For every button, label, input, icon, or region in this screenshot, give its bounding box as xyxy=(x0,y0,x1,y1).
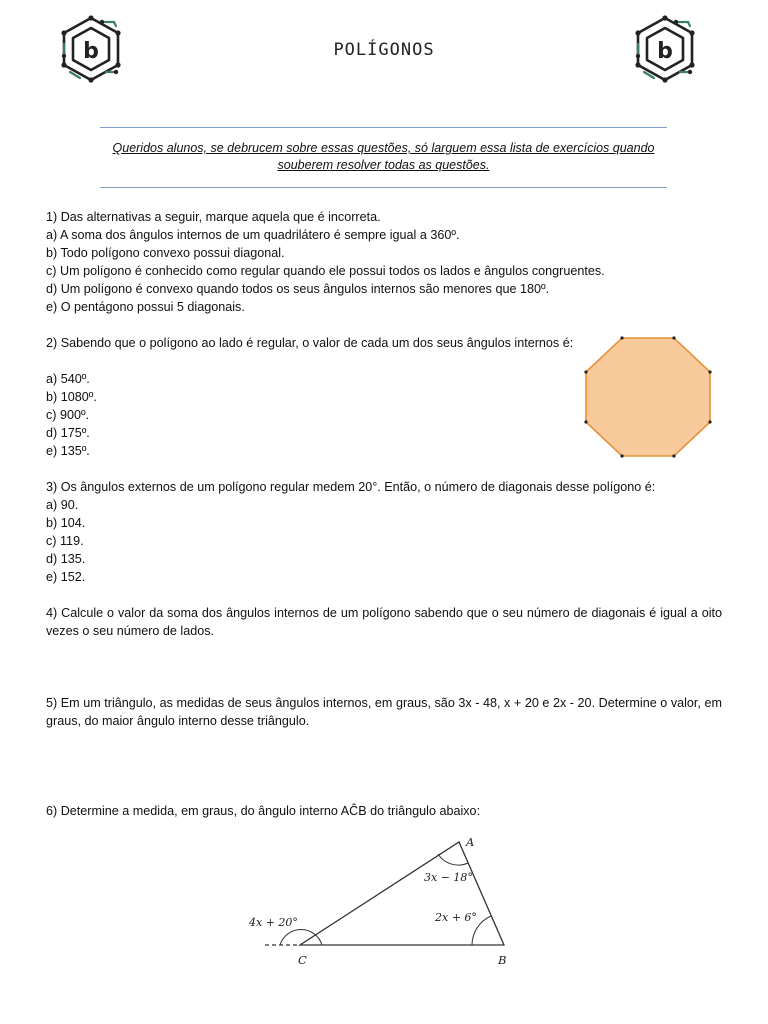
question-1-option-c: c) Um polígono é conhecido como regular quando ele possui todos os lados e ângulos congruentes. xyxy=(46,264,605,278)
intro-note: Queridos alunos, se debrucem sobre essas questões, só larguem essa lista de exercícios quando souberem resolver todas as questões. xyxy=(112,141,655,172)
question-6-prompt-start: 6) Determine a medida, em graus, do ângulo interno xyxy=(46,804,341,818)
question-3-option-c: c) 119. xyxy=(46,534,84,548)
question-3-prompt: 3) Os ângulos externos de um polígono regular medem 20°. Então, o número de diagonais desse polígono é: xyxy=(46,480,656,494)
page-title: POLÍGONOS xyxy=(333,40,435,60)
question-2-prompt: 2) Sabendo que o polígono ao lado é regular, o valor de cada um dos seus ângulos internos é: xyxy=(46,336,574,350)
question-1-option-d: d) Um polígono é convexo quando todos os seus ângulos internos são menores que 180º. xyxy=(46,282,550,296)
question-1-option-b: b) Todo polígono convexo possui diagonal. xyxy=(46,246,285,260)
regular-octagon-figure xyxy=(580,334,716,460)
question-6-prompt-end: do triângulo abaixo: xyxy=(366,804,481,818)
question-3-option-b: b) 104. xyxy=(46,516,86,530)
question-2-option-e: e) 135º. xyxy=(46,444,90,458)
triangle-figure xyxy=(240,832,530,972)
octagon-shape xyxy=(586,338,710,456)
question-4-prompt: 4) Calcule o valor da soma dos ângulos internos de um polígono sabendo que o seu número de diagonais é igual a oito vezes o seu número de lados. xyxy=(46,606,722,638)
question-3-option-e: e) 152. xyxy=(46,570,86,584)
question-2-option-b: b) 1080º. xyxy=(46,390,97,404)
angle-a-label: 3x − 18° xyxy=(424,871,473,884)
exterior-angle-c-arc xyxy=(280,930,322,945)
question-1-prompt: 1) Das alternativas a seguir, marque aquela que é incorreta. xyxy=(46,210,381,224)
divider-bottom xyxy=(100,187,667,188)
exterior-angle-c-label: 4x + 20° xyxy=(249,916,298,929)
vertex-b-label: B xyxy=(498,953,507,967)
question-3-option-a: a) 90. xyxy=(46,498,79,512)
question-1-option-e: e) O pentágono possui 5 diagonais. xyxy=(46,300,245,314)
vertex-a-label: A xyxy=(466,835,475,849)
angle-b-label: 2x + 6° xyxy=(435,911,477,924)
angle-a-arc xyxy=(438,854,468,865)
svg-text:b: b xyxy=(83,39,99,64)
question-list xyxy=(46,208,722,820)
question-6-prompt xyxy=(46,802,722,820)
svg-text:b: b xyxy=(657,39,673,64)
question-2-option-a: a) 540º. xyxy=(46,372,90,386)
question-1-option-a: a) A soma dos ângulos internos de um quadrilátero é sempre igual a 360º. xyxy=(46,228,460,242)
question-3-option-d: d) 135. xyxy=(46,552,86,566)
triangle-shape xyxy=(300,842,504,945)
question-5-prompt: 5) Em um triângulo, as medidas de seus ângulos internos, em graus, são 3x - 48, x + 20 e 2x - 20. Determine o valor, em graus, do maior ângulo interno desse triângulo. xyxy=(46,696,722,728)
question-2-option-c: c) 900º. xyxy=(46,408,90,422)
divider-top xyxy=(100,127,667,128)
vertex-c-label: C xyxy=(298,953,307,967)
question-2-option-d: d) 175º. xyxy=(46,426,90,440)
angle-acb-label: AĈB xyxy=(340,804,367,818)
